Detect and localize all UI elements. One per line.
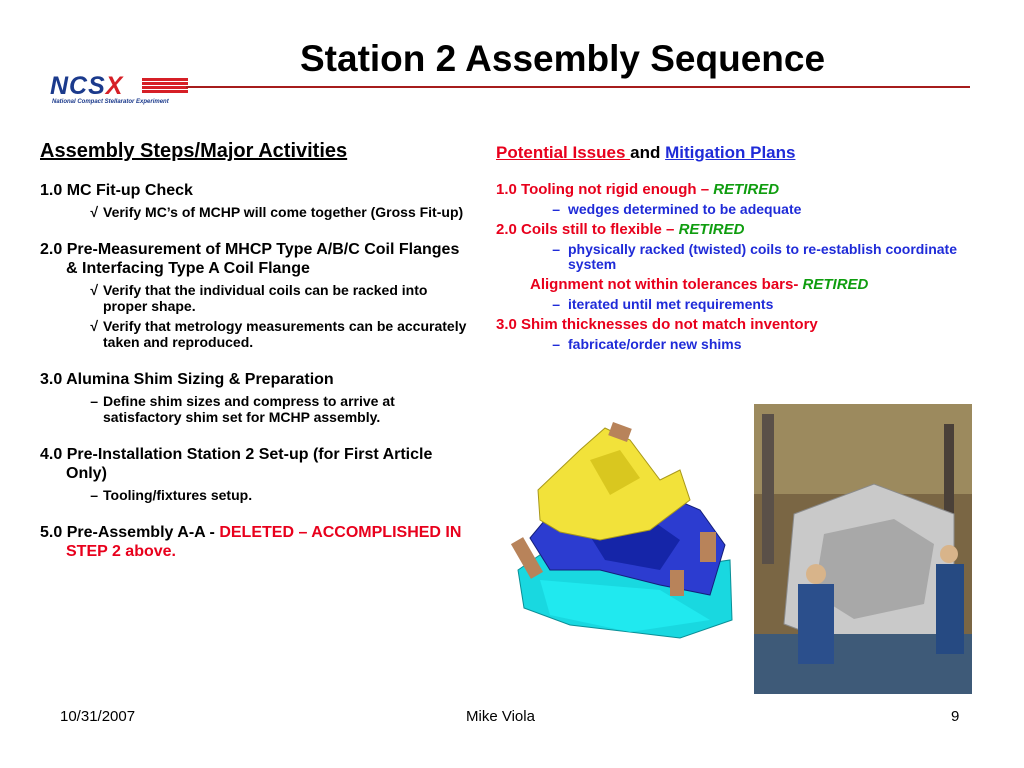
step-title: 2.0 Pre-Measurement of MHCP Type A/B/C Coil Flanges & Interfacing Type A Coil Flange (40, 241, 460, 277)
step-2 (40, 240, 470, 350)
issues-heading: Potential Issues and Mitigation Plans (496, 143, 796, 162)
step-3 (40, 370, 470, 425)
dash-bullet-icon: – (90, 393, 98, 409)
step-title: 5.0 Pre-Assembly A-A - DELETED – ACCOMPLISHED IN STEP 2 above. (40, 524, 462, 560)
deleted-note: DELETED – ACCOMPLISHED IN STEP 2 above. (66, 524, 462, 560)
step-1 (40, 181, 470, 220)
dash-bullet-icon: – (552, 296, 560, 312)
footer-date: 10/31/2007 (60, 708, 136, 725)
step-sub-item: – Tooling/fixtures setup. (40, 487, 470, 503)
slide-title: Station 2 Assembly Sequence (300, 38, 826, 79)
status-badge: RETIRED (713, 181, 780, 198)
step-title: 3.0 Alumina Shim Sizing & Preparation (40, 371, 334, 388)
assembly-photo (754, 404, 972, 694)
assembly-steps-column (40, 140, 470, 581)
issue-item: 2.0 Coils still to flexible – RETIRED (496, 221, 745, 238)
check-icon: √ (90, 282, 98, 298)
dash-bullet-icon: – (90, 487, 98, 503)
issues-column (496, 143, 1006, 352)
issue-item: 3.0 Shim thicknesses do not match inventory (496, 316, 818, 333)
dash-bullet-icon: – (552, 241, 560, 257)
step-5 (40, 523, 470, 561)
step-sub-item: √ Verify MC’s of MCHP will come together (Gross Fit-up) (40, 204, 470, 220)
step-title: 4.0 Pre-Installation Station 2 Set-up (for First Article Only) (40, 446, 433, 482)
footer-author: Mike Viola (466, 708, 535, 725)
step-4 (40, 445, 470, 503)
mitigation-item: – fabricate/order new shims (496, 337, 1006, 352)
issue-item: Alignment not within tolerances bars- RETIRED (530, 276, 869, 293)
step-title: 1.0 MC Fit-up Check (40, 182, 193, 199)
dash-bullet-icon: – (552, 201, 560, 217)
ncsx-logo (46, 72, 186, 108)
step-sub-item: √ Verify that metrology measurements can be accurately taken and reproduced. (40, 318, 470, 350)
check-icon: √ (90, 204, 98, 220)
logo-wordmark: NCSX (50, 72, 124, 100)
status-badge: RETIRED (802, 276, 869, 293)
logo-stripes (142, 78, 188, 94)
mitigation-item: – iterated until met requirements (496, 297, 1006, 312)
status-badge: RETIRED (678, 221, 745, 238)
mitigation-item: – physically racked (twisted) coils to re-establish coordinate system (496, 242, 1006, 272)
page-number: 9 (951, 708, 960, 725)
coil-cad-model-image (510, 420, 740, 648)
title-divider (186, 86, 970, 88)
assembly-steps-heading: Assembly Steps/Major Activities (40, 140, 348, 162)
issue-item: 1.0 Tooling not rigid enough – RETIRED (496, 181, 780, 198)
step-sub-item: – Define shim sizes and compress to arrive at satisfactory shim set for MCHP assembly. (40, 393, 470, 425)
check-icon: √ (90, 318, 98, 334)
mitigation-item: – wedges determined to be adequate (496, 202, 1006, 217)
step-sub-item: √ Verify that the individual coils can be racked into proper shape. (40, 282, 470, 314)
logo-subtitle: National Compact Stellarator Experiment (52, 99, 169, 105)
dash-bullet-icon: – (552, 336, 560, 352)
